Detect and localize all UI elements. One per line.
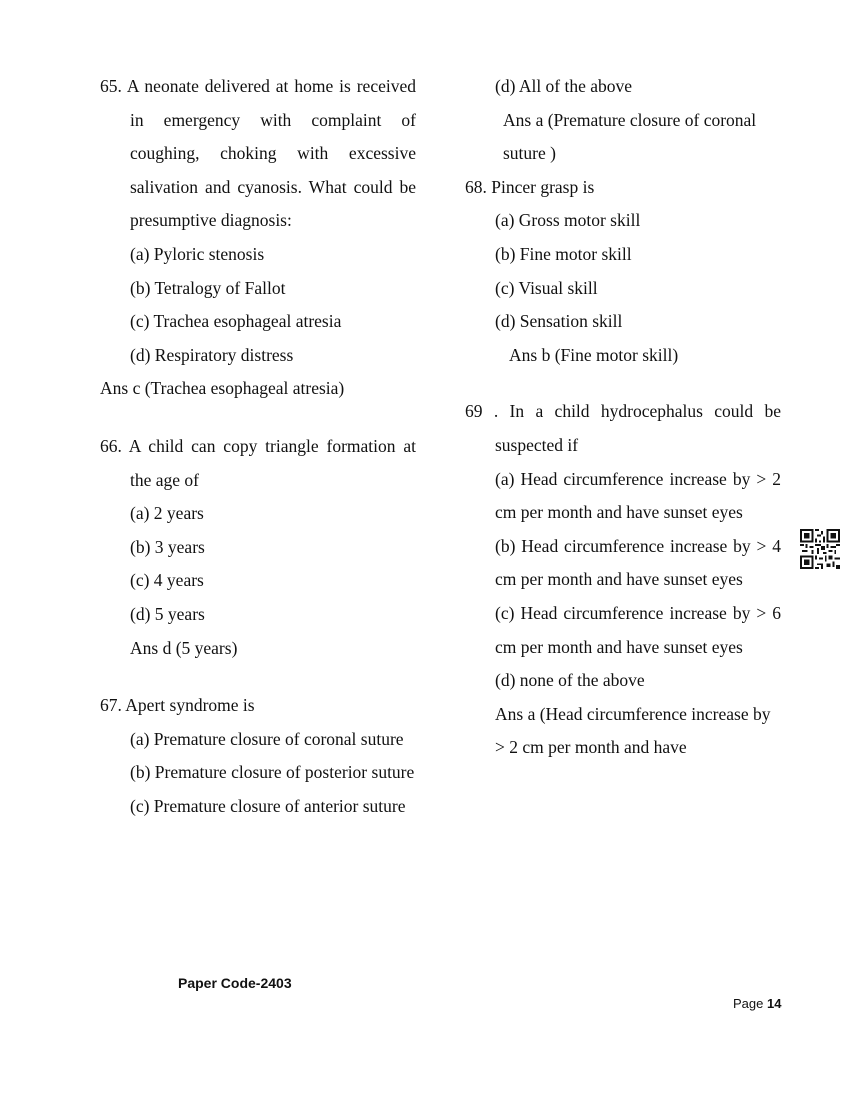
question-69-option-c: (c) Head circumference increase by > 6 cm per month and have sunset eyes	[495, 602, 781, 657]
question-69-stem: 69 . In a child hydrocephalus could be suspected if	[465, 401, 781, 455]
page-label: Page	[733, 996, 764, 1011]
question-65-answer: Ans c (Trachea esophageal atresia)	[100, 378, 345, 399]
question-68-stem: 68. Pincer grasp is	[465, 176, 595, 197]
question-68-answer: Ans b (Fine motor skill)	[509, 344, 679, 365]
question-66-option-b: (b) 3 years	[130, 536, 205, 557]
question-68-option-a: (a) Gross motor skill	[495, 210, 641, 231]
question-66-option-c: (c) 4 years	[130, 570, 204, 591]
question-65-stem: 65. A neonate delivered at home is received in emergency with complaint of coughing, choking with excessive salivation and cyanosis. What could be presumptive diagnosis:	[100, 76, 416, 231]
question-67-option-b: (b) Premature closure of posterior suture	[130, 762, 415, 783]
question-65-option-b: (b) Tetralogy of Fallot	[130, 277, 286, 298]
question-67-option-c: (c) Premature closure of anterior suture	[130, 795, 406, 816]
question-69-option-b: (b) Head circumference increase by > 4 cm per month and have sunset eyes	[495, 535, 781, 590]
right-column	[465, 70, 781, 765]
page-number-value: 14	[767, 996, 782, 1011]
paper-code: Paper Code-2403	[178, 975, 292, 991]
question-65-option-c: (c) Trachea esophageal atresia	[130, 311, 342, 332]
question-65-option-d: (d) Respiratory distress	[130, 344, 294, 365]
question-66-option-d: (d) 5 years	[130, 603, 205, 624]
question-67-stem: 67. Apert syndrome is	[100, 695, 255, 716]
left-column	[100, 70, 416, 823]
question-69-option-d: (d) none of the above	[495, 670, 645, 691]
question-67-option-d: (d) All of the above	[495, 76, 633, 96]
question-67-answer: Ans a (Premature closure of coronal suture )	[503, 109, 757, 164]
question-66-option-a: (a) 2 years	[130, 503, 204, 524]
question-69-answer: Ans a (Head circumference increase by > 2 cm per month and have	[495, 703, 771, 758]
qr-code-icon	[800, 529, 840, 569]
question-67-option-a: (a) Premature closure of coronal suture	[130, 728, 404, 749]
page-number	[733, 996, 781, 1011]
question-66-answer: Ans d (5 years)	[130, 637, 238, 658]
question-69-option-a: (a) Head circumference increase by > 2 cm per month and have sunset eyes	[495, 468, 781, 523]
question-68-option-d: (d) Sensation skill	[495, 311, 623, 332]
question-68-option-c: (c) Visual skill	[495, 277, 598, 298]
question-68-option-b: (b) Fine motor skill	[495, 243, 632, 264]
question-65-option-a: (a) Pyloric stenosis	[130, 243, 265, 264]
question-66-stem: 66. A child can copy triangle formation at the age of	[100, 435, 416, 490]
